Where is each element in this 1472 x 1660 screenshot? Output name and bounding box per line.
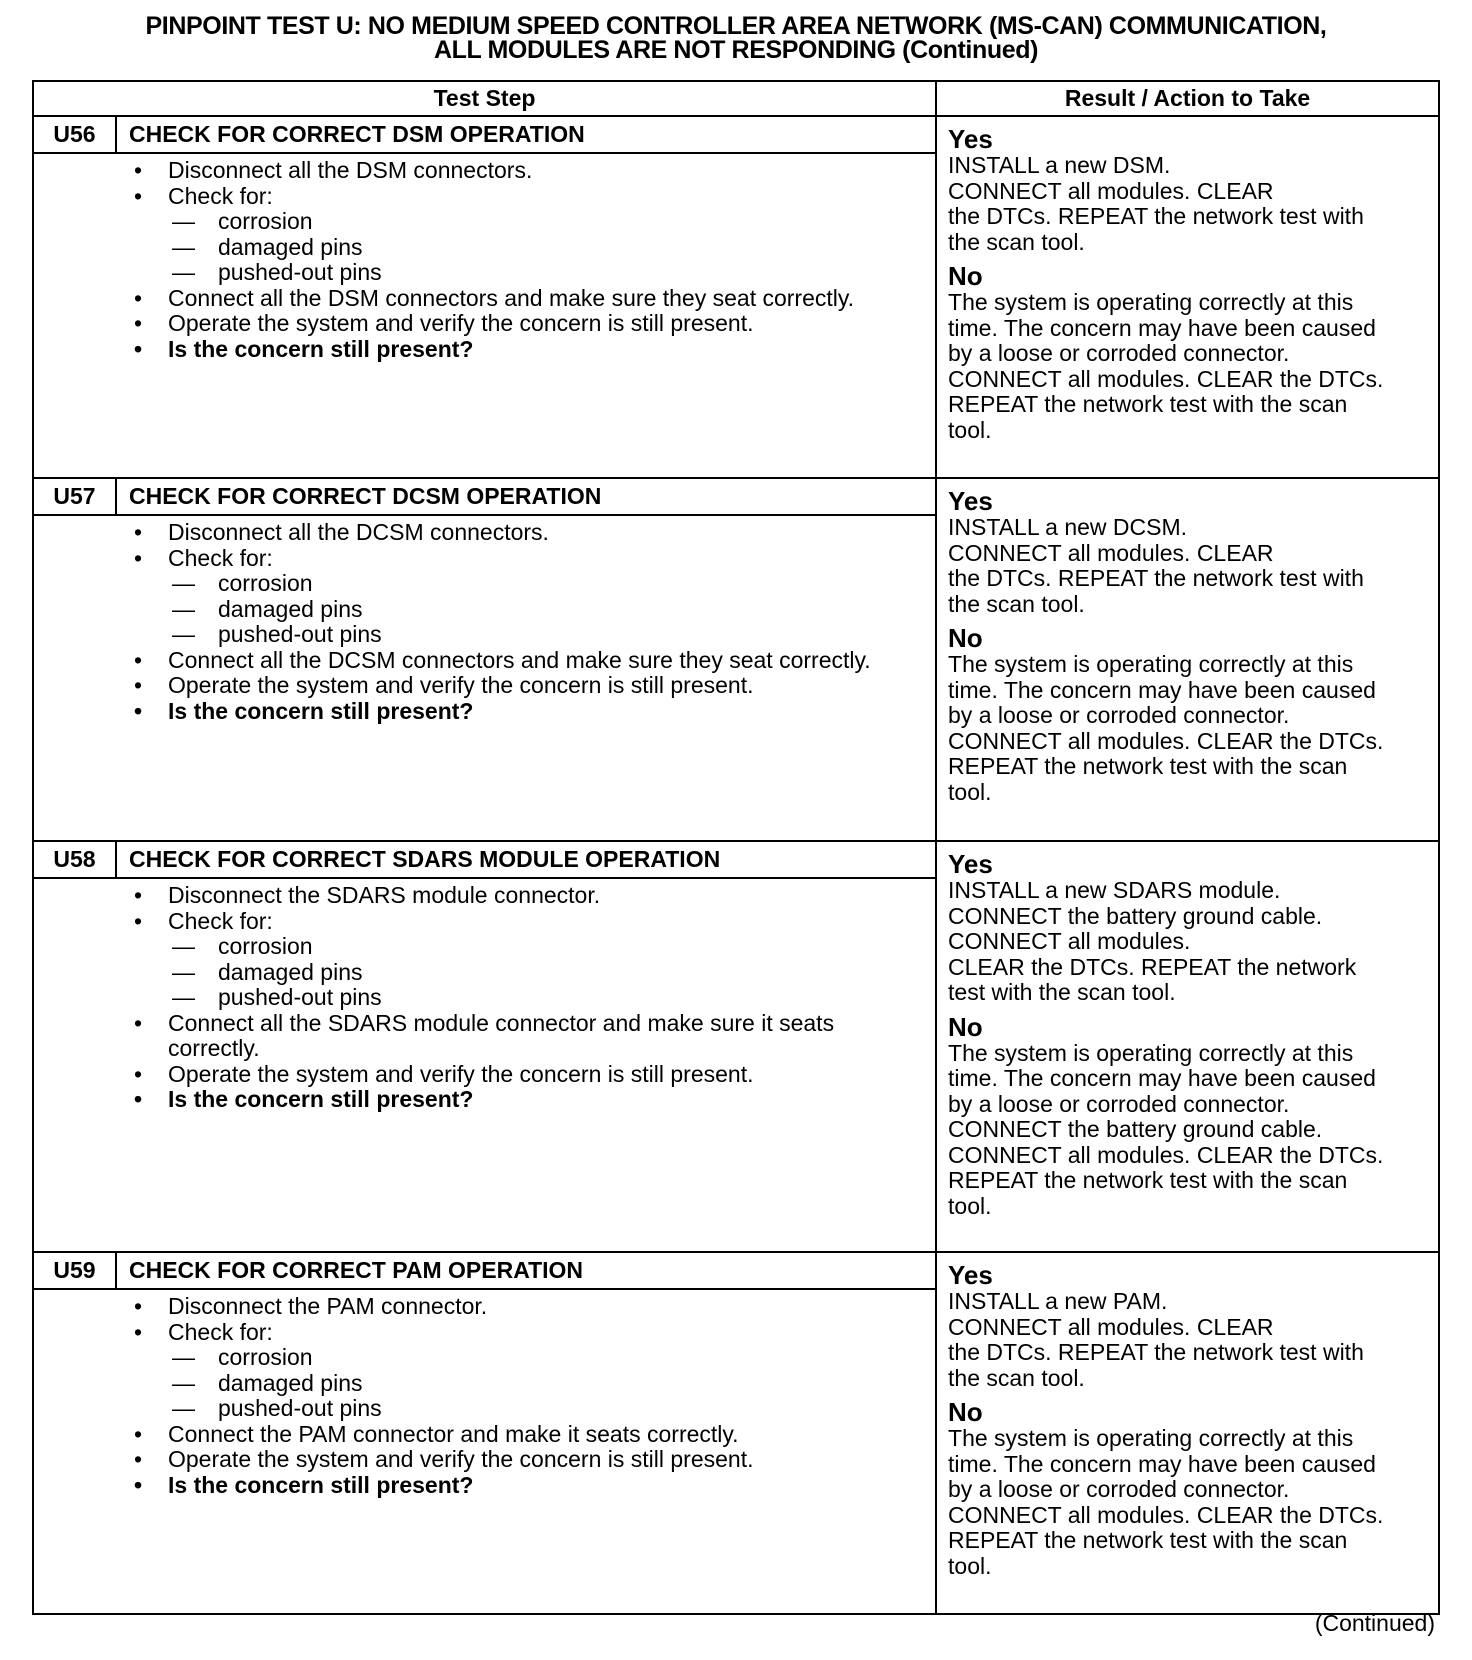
yes-action-line: the scan tool. <box>948 228 1085 255</box>
step-number: U56 <box>33 116 116 153</box>
step-item: • Connect all the DCSM connectors and make sure they seat correctly. <box>34 648 935 674</box>
step-item: • Check for: <box>34 184 935 210</box>
no-action-line: by a loose or corroded connector. <box>948 340 1290 366</box>
page-title <box>0 14 1472 62</box>
step-title-row <box>33 478 1439 515</box>
yes-action-line: the DTCs. REPEAT the network test with <box>948 203 1364 229</box>
no-label: No <box>948 1397 983 1427</box>
step-number: U59 <box>33 1252 116 1289</box>
step-item: • Check for: <box>34 1320 935 1346</box>
step-item: — pushed-out pins <box>34 622 935 648</box>
step-item: — damaged pins <box>34 235 935 261</box>
step-item: — corrosion <box>34 209 935 235</box>
table-header-row <box>33 81 1439 116</box>
step-list <box>34 154 935 362</box>
step-item: — pushed-out pins <box>34 985 935 1011</box>
step-title-row <box>33 1252 1439 1289</box>
step-item: • Connect all the DSM connectors and make sure they seat correctly. <box>34 286 935 312</box>
step-body <box>33 515 936 841</box>
yes-action-line: INSTALL a new DSM. <box>948 152 1171 178</box>
no-label: No <box>948 623 983 653</box>
step-item: — corrosion <box>34 934 935 960</box>
no-action-line: tool. <box>948 778 992 805</box>
no-label: No <box>948 1011 983 1042</box>
yes-action-line: CONNECT all modules. <box>948 928 1191 954</box>
no-action-line: tool. <box>948 1552 992 1579</box>
continued-label: (Continued) <box>1314 1610 1435 1636</box>
step-item: • Check for: <box>34 546 935 572</box>
step-item: • Operate the system and verify the concern is still present. <box>34 673 935 699</box>
header-result: Result / Action to Take <box>936 81 1439 116</box>
result-cell <box>936 478 1439 841</box>
step-item: • Is the concern still present? <box>34 1087 935 1113</box>
header-test-step: Test Step <box>33 81 936 116</box>
step-item: • Connect all the SDARS module connector and make sure it seats correctly. <box>34 1011 935 1062</box>
pinpoint-test-table <box>32 80 1440 1615</box>
step-item: • Disconnect all the DSM connectors. <box>34 158 935 184</box>
no-action-line: time. The concern may have been caused <box>948 314 1376 341</box>
result-cell <box>936 116 1439 478</box>
yes-label: Yes <box>948 124 993 154</box>
step-item: — damaged pins <box>34 597 935 623</box>
yes-action-line: INSTALL a new PAM. <box>948 1288 1168 1314</box>
yes-action-line: CONNECT all modules. CLEAR <box>948 539 1274 566</box>
yes-action-line: INSTALL a new DCSM. <box>948 514 1188 540</box>
yes-action-line: CLEAR the DTCs. REPEAT the network <box>948 953 1357 980</box>
step-item: • Disconnect all the DCSM connectors. <box>34 520 935 546</box>
yes-action-line: test with the scan tool. <box>948 979 1176 1005</box>
title-line-1: PINPOINT TEST U: NO MEDIUM SPEED CONTROLLER AREA NETWORK (MS-CAN) COMMUNICATION, <box>145 12 1327 40</box>
step-body <box>33 1289 936 1614</box>
step-title: CHECK FOR CORRECT PAM OPERATION <box>116 1252 936 1289</box>
yes-label: Yes <box>948 1260 993 1290</box>
result-cell <box>936 841 1439 1252</box>
step-title: CHECK FOR CORRECT SDARS MODULE OPERATION <box>116 841 936 878</box>
yes-action-line: the DTCs. REPEAT the network test with <box>948 565 1364 591</box>
yes-action-line: CONNECT all modules. CLEAR <box>948 177 1274 204</box>
no-action-line: REPEAT the network test with the scan <box>948 1167 1348 1193</box>
step-number: U57 <box>33 478 116 515</box>
step-item: — pushed-out pins <box>34 1396 935 1422</box>
step-item: • Check for: <box>34 909 935 935</box>
step-body <box>33 878 936 1252</box>
no-action-line: time. The concern may have been caused <box>948 676 1376 703</box>
yes-label: Yes <box>948 486 993 516</box>
yes-action-line: INSTALL a new SDARS module. <box>948 877 1281 903</box>
no-action-line: CONNECT all modules. CLEAR the DTCs. <box>948 1501 1384 1528</box>
step-item: — corrosion <box>34 571 935 597</box>
step-item: • Disconnect the SDARS module connector. <box>34 883 935 909</box>
step-list <box>34 879 935 1113</box>
no-action-line: time. The concern may have been caused <box>948 1065 1376 1091</box>
no-action-line: time. The concern may have been caused <box>948 1450 1376 1477</box>
no-action-line: The system is operating correctly at this <box>948 1039 1354 1066</box>
step-title-row <box>33 116 1439 153</box>
step-item: • Is the concern still present? <box>34 699 935 725</box>
step-title-row <box>33 841 1439 878</box>
step-item: — damaged pins <box>34 960 935 986</box>
yes-action-line: the scan tool. <box>948 590 1085 617</box>
yes-action-line: CONNECT the battery ground cable. <box>948 902 1323 929</box>
yes-action-line: the DTCs. REPEAT the network test with <box>948 1339 1364 1365</box>
result-cell <box>936 1252 1439 1614</box>
step-item: • Operate the system and verify the concern is still present. <box>34 1447 935 1473</box>
step-item: • Is the concern still present? <box>34 1473 935 1499</box>
step-item: • Disconnect the PAM connector. <box>34 1294 935 1320</box>
no-action-line: tool. <box>948 1192 992 1219</box>
no-action-line: The system is operating correctly at this <box>948 651 1354 677</box>
no-action-line: by a loose or corroded connector. <box>948 1090 1290 1117</box>
no-action-line: by a loose or corroded connector. <box>948 1476 1290 1502</box>
no-action-line: CONNECT the battery ground cable. <box>948 1116 1323 1142</box>
no-label: No <box>948 261 983 291</box>
no-action-line: REPEAT the network test with the scan <box>948 753 1348 779</box>
no-action-line: REPEAT the network test with the scan <box>948 1527 1348 1553</box>
step-item: — corrosion <box>34 1345 935 1371</box>
no-action-line: The system is operating correctly at this <box>948 289 1354 315</box>
no-action-line: tool. <box>948 416 992 443</box>
no-action-line: The system is operating correctly at this <box>948 1425 1354 1451</box>
step-list <box>34 1290 935 1498</box>
yes-label: Yes <box>948 849 993 879</box>
step-item: • Operate the system and verify the concern is still present. <box>34 1062 935 1088</box>
step-body <box>33 153 936 478</box>
step-number: U58 <box>33 841 116 878</box>
step-item: • Connect the PAM connector and make it seats correctly. <box>34 1422 935 1448</box>
step-list <box>34 516 935 724</box>
title-line-2: ALL MODULES ARE NOT RESPONDING (Continued) <box>433 36 1038 64</box>
no-action-line: CONNECT all modules. CLEAR the DTCs. <box>948 727 1384 754</box>
step-item: — damaged pins <box>34 1371 935 1397</box>
no-action-line: by a loose or corroded connector. <box>948 702 1290 728</box>
no-action-line: REPEAT the network test with the scan <box>948 391 1348 417</box>
yes-action-line: the scan tool. <box>948 1364 1085 1391</box>
no-action-line: CONNECT all modules. CLEAR the DTCs. <box>948 1141 1384 1168</box>
step-item: • Is the concern still present? <box>34 337 935 363</box>
step-item: • Operate the system and verify the concern is still present. <box>34 311 935 337</box>
yes-action-line: CONNECT all modules. CLEAR <box>948 1313 1274 1340</box>
step-title: CHECK FOR CORRECT DSM OPERATION <box>116 116 936 153</box>
step-title: CHECK FOR CORRECT DCSM OPERATION <box>116 478 936 515</box>
step-item: — pushed-out pins <box>34 260 935 286</box>
no-action-line: CONNECT all modules. CLEAR the DTCs. <box>948 365 1384 392</box>
